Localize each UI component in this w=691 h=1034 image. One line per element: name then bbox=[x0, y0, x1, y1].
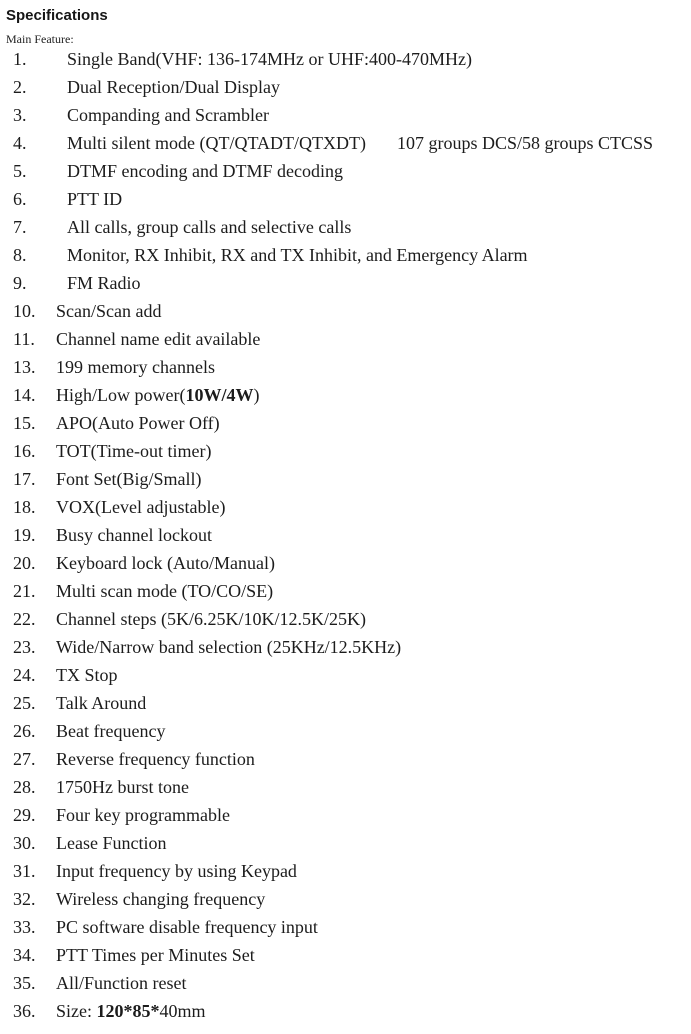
feature-text-segment: TOT(Time-out timer) bbox=[56, 441, 212, 461]
feature-text bbox=[56, 1001, 206, 1022]
feature-item bbox=[0, 721, 691, 749]
feature-item bbox=[0, 805, 691, 833]
feature-text bbox=[56, 861, 297, 882]
feature-item bbox=[0, 525, 691, 553]
feature-text bbox=[67, 105, 269, 126]
feature-text-segment: Multi silent mode (QT/QTADT/QTXDT) bbox=[67, 133, 367, 153]
feature-text bbox=[67, 245, 528, 266]
page-title: Specifications bbox=[6, 7, 108, 24]
feature-text-segment: Multi scan mode (TO/CO/SE) bbox=[56, 581, 274, 601]
feature-text-segment: Channel name edit available bbox=[56, 329, 261, 349]
feature-number: 18. bbox=[13, 497, 36, 517]
feature-item bbox=[0, 973, 691, 1001]
feature-item bbox=[0, 49, 691, 77]
feature-number: 14. bbox=[13, 385, 36, 405]
feature-text bbox=[56, 469, 202, 490]
feature-text-segment: High/Low power( bbox=[56, 385, 186, 405]
feature-text-segment: APO(Auto Power Off) bbox=[56, 413, 220, 433]
feature-text-segment: DTMF encoding and DTMF decoding bbox=[67, 161, 343, 181]
feature-number: 26. bbox=[13, 721, 36, 741]
feature-item bbox=[0, 917, 691, 945]
feature-number: 2. bbox=[13, 77, 27, 97]
feature-number: 22. bbox=[13, 609, 36, 629]
feature-text-segment: Input frequency by using Keypad bbox=[56, 861, 297, 881]
feature-number: 5. bbox=[13, 161, 27, 181]
feature-item bbox=[0, 777, 691, 805]
feature-text bbox=[56, 945, 255, 966]
feature-item bbox=[0, 245, 691, 273]
feature-text-segment: Talk Around bbox=[56, 693, 147, 713]
feature-item bbox=[0, 469, 691, 497]
feature-item bbox=[0, 553, 691, 581]
feature-text bbox=[67, 133, 366, 154]
feature-number: 4. bbox=[13, 133, 27, 153]
feature-text bbox=[67, 273, 141, 294]
feature-number: 10. bbox=[13, 301, 36, 321]
feature-number: 1. bbox=[13, 49, 27, 69]
feature-number: 21. bbox=[13, 581, 36, 601]
feature-text-segment: Scan/Scan add bbox=[56, 301, 162, 321]
feature-text bbox=[56, 385, 260, 406]
feature-text-segment: Monitor, RX Inhibit, RX and TX Inhibit, and Emergency Alarm bbox=[67, 245, 528, 265]
feature-text bbox=[56, 693, 146, 714]
feature-number: 17. bbox=[13, 469, 36, 489]
feature-text bbox=[56, 441, 212, 462]
feature-item bbox=[0, 217, 691, 245]
feature-number: 15. bbox=[13, 413, 36, 433]
feature-text-segment: PC software disable frequency input bbox=[56, 917, 318, 937]
feature-item bbox=[0, 749, 691, 777]
feature-text-segment: Channel steps (5K/6.25K/10K/12.5K/25K) bbox=[56, 609, 366, 629]
feature-number: 27. bbox=[13, 749, 36, 769]
feature-text bbox=[56, 973, 186, 994]
feature-number: 13. bbox=[13, 357, 36, 377]
feature-text-segment: Wireless changing frequency bbox=[56, 889, 266, 909]
feature-text bbox=[67, 77, 280, 98]
feature-number: 24. bbox=[13, 665, 36, 685]
feature-number: 7. bbox=[13, 217, 27, 237]
feature-text-segment: 1750Hz burst tone bbox=[56, 777, 189, 797]
feature-text bbox=[56, 777, 189, 798]
feature-number: 28. bbox=[13, 777, 36, 797]
feature-text bbox=[56, 805, 230, 826]
feature-text-segment: PTT ID bbox=[67, 189, 123, 209]
feature-number: 11. bbox=[13, 329, 35, 349]
feature-text-segment: Dual Reception/Dual Display bbox=[67, 77, 280, 97]
feature-text-segment: FM Radio bbox=[67, 273, 141, 293]
feature-text bbox=[56, 497, 225, 518]
feature-number: 25. bbox=[13, 693, 36, 713]
feature-number: 35. bbox=[13, 973, 36, 993]
feature-item bbox=[0, 441, 691, 469]
feature-item bbox=[0, 105, 691, 133]
feature-number: 3. bbox=[13, 105, 27, 125]
feature-text bbox=[56, 609, 366, 630]
feature-item bbox=[0, 413, 691, 441]
feature-text-segment: 40mm bbox=[159, 1001, 206, 1021]
feature-text-segment: All/Function reset bbox=[56, 973, 187, 993]
feature-text-segment: Reverse frequency function bbox=[56, 749, 255, 769]
feature-text-segment: 10W/4W bbox=[185, 385, 254, 405]
feature-text-segment: VOX(Level adjustable) bbox=[56, 497, 226, 517]
feature-item bbox=[0, 133, 691, 161]
feature-item bbox=[0, 693, 691, 721]
feature-list bbox=[0, 49, 691, 1029]
feature-text bbox=[56, 665, 118, 686]
feature-text-segment: PTT Times per Minutes Set bbox=[56, 945, 255, 965]
feature-item bbox=[0, 301, 691, 329]
feature-text bbox=[56, 833, 166, 854]
feature-text bbox=[67, 189, 122, 210]
feature-number: 29. bbox=[13, 805, 36, 825]
feature-item bbox=[0, 861, 691, 889]
feature-text-segment: Font Set(Big/Small) bbox=[56, 469, 202, 489]
main-feature-label: Main Feature: bbox=[6, 32, 74, 46]
feature-item bbox=[0, 833, 691, 861]
feature-item bbox=[0, 189, 691, 217]
feature-text-segment: Lease Function bbox=[56, 833, 167, 853]
feature-text-segment: 199 memory channels bbox=[56, 357, 215, 377]
feature-number: 36. bbox=[13, 1001, 36, 1021]
feature-text-segment: Keyboard lock (Auto/Manual) bbox=[56, 553, 275, 573]
feature-number: 31. bbox=[13, 861, 36, 881]
feature-text bbox=[56, 749, 255, 770]
feature-item bbox=[0, 945, 691, 973]
feature-text bbox=[56, 917, 318, 938]
feature-text-segment: Size: bbox=[56, 1001, 97, 1021]
feature-text bbox=[56, 721, 165, 742]
feature-item bbox=[0, 609, 691, 637]
feature-item bbox=[0, 581, 691, 609]
feature-text bbox=[56, 553, 275, 574]
feature-text bbox=[56, 301, 161, 322]
feature-number: 23. bbox=[13, 637, 36, 657]
feature-text bbox=[67, 49, 472, 70]
feature-text-segment: Single Band(VHF: 136-174MHz or UHF:400-470MHz) bbox=[67, 49, 472, 69]
feature-item bbox=[0, 889, 691, 917]
feature-number: 19. bbox=[13, 525, 36, 545]
feature-number: 20. bbox=[13, 553, 36, 573]
feature-text-segment: Beat frequency bbox=[56, 721, 166, 741]
feature-number: 34. bbox=[13, 945, 36, 965]
feature-number: 32. bbox=[13, 889, 36, 909]
feature-text bbox=[56, 413, 220, 434]
feature-text bbox=[56, 889, 265, 910]
feature-item bbox=[0, 77, 691, 105]
feature-number: 16. bbox=[13, 441, 36, 461]
feature-text bbox=[56, 637, 401, 658]
feature-item bbox=[0, 637, 691, 665]
feature-item bbox=[0, 161, 691, 189]
feature-text bbox=[67, 161, 343, 182]
feature-number: 33. bbox=[13, 917, 36, 937]
feature-item bbox=[0, 273, 691, 301]
feature-number: 30. bbox=[13, 833, 36, 853]
feature-text-segment: ) bbox=[253, 385, 260, 405]
feature-text-segment: Busy channel lockout bbox=[56, 525, 212, 545]
feature-number: 8. bbox=[13, 245, 27, 265]
feature-item bbox=[0, 665, 691, 693]
feature-text-segment: All calls, group calls and selective calls bbox=[67, 217, 352, 237]
feature-text-segment: 120*85* bbox=[96, 1001, 160, 1021]
feature-text bbox=[67, 217, 351, 238]
feature-item bbox=[0, 497, 691, 525]
feature-text-segment: Companding and Scrambler bbox=[67, 105, 269, 125]
feature-text-segment: Four key programmable bbox=[56, 805, 230, 825]
feature-text-segment: Wide/Narrow band selection (25KHz/12.5KHz) bbox=[56, 637, 402, 657]
feature-item bbox=[0, 385, 691, 413]
feature-number: 9. bbox=[13, 273, 27, 293]
feature-text bbox=[56, 357, 215, 378]
feature-item bbox=[0, 1001, 691, 1029]
feature-number: 6. bbox=[13, 189, 27, 209]
feature-text bbox=[56, 581, 273, 602]
feature-note: 107 groups DCS/58 groups CTCSS bbox=[397, 133, 654, 153]
feature-text bbox=[56, 329, 260, 350]
feature-item bbox=[0, 357, 691, 385]
feature-item bbox=[0, 329, 691, 357]
feature-text bbox=[56, 525, 212, 546]
feature-text-segment: TX Stop bbox=[56, 665, 118, 685]
